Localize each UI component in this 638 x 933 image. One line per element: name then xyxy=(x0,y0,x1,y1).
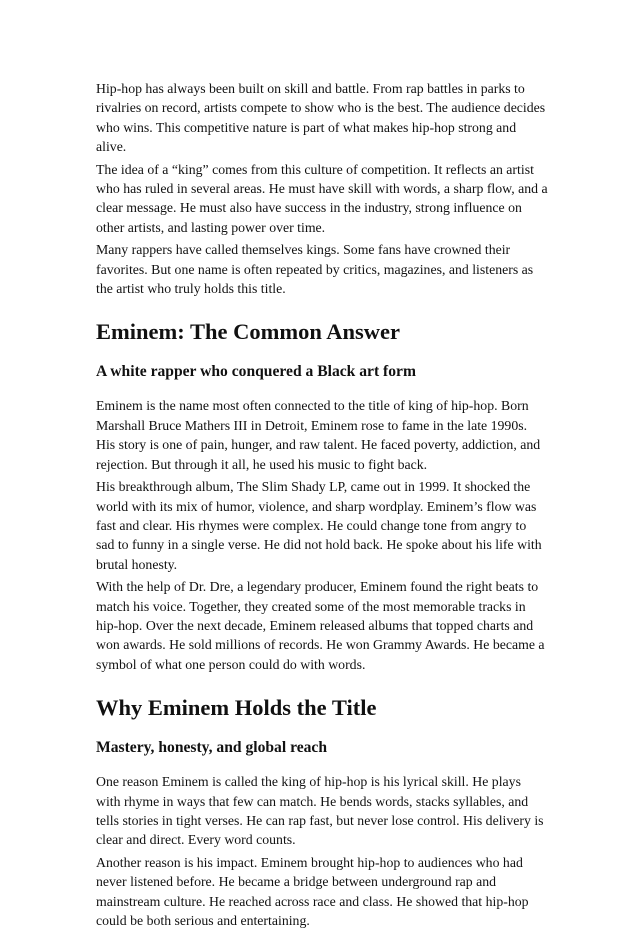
subheading-white-rapper: A white rapper who conquered a Black art form xyxy=(96,363,416,381)
section2-paragraph-2: Another reason is his impact. Eminem brought hip-hop to audiences who had never listened before. He became a bridge between underground rap and mainstream culture. He reached across race and class. He showed that hip-hop could be both serious and entertaining. xyxy=(96,854,529,928)
document-page xyxy=(96,79,548,933)
section1-paragraph-1: Eminem is the name most often connected to the title of king of hip-hop. Born Marshall Bruce Mathers III in Detroit, Eminem rose to fame in the late 1990s. His story is one of pain, hunger, and raw talent. He faced poverty, addiction, and rejection. But through it all, he used his music to fight back. xyxy=(96,398,541,472)
subheading-mastery: Mastery, honesty, and global reach xyxy=(96,739,328,757)
section1-paragraph-2: His breakthrough album, The Slim Shady LP, came out in 1999. It shocked the world with its mix of humor, violence, and sharp wordplay. Eminem’s flow was fast and clear. His rhymes were complex. He could change tone from angry to sad to funny in a single verse. He did not hold back. He spoke about his life with brutal honesty. xyxy=(96,479,542,572)
intro-paragraph-2: The idea of a “king” comes from this culture of competition. It reflects an artist who has ruled in several areas. He must have skill with words, a sharp flow, and a clear message. He must also have success in the industry, strong influence on other artists, and lasting power over time. xyxy=(96,161,548,235)
section2-paragraph-1: One reason Eminem is called the king of hip-hop is his lyrical skill. He plays with rhyme in ways that few can match. He bends words, stacks syllables, and tells stories in tight verses. He can rap fast, but never lose control. His delivery is clear and direct. Every word counts. xyxy=(96,774,544,848)
intro-paragraph-1: Hip-hop has always been built on skill and battle. From rap battles in parks to rivalries on record, artists compete to show who is the best. The audience decides who wins. This competitive nature is part of what makes hip-hop strong and alive. xyxy=(96,81,546,155)
section-heading-why-eminem: Why Eminem Holds the Title xyxy=(96,695,377,721)
intro-paragraph-3: Many rappers have called themselves kings. Some fans have crowned their favorites. But one name is often repeated by critics, magazines, and listeners as the artist who truly holds this title. xyxy=(96,242,534,297)
section-heading-eminem-common-answer: Eminem: The Common Answer xyxy=(96,319,400,345)
section1-paragraph-3: With the help of Dr. Dre, a legendary producer, Eminem found the right beats to match his voice. Together, they created some of the most memorable tracks in hip-hop. Over the next decade, Eminem released albums that topped charts and won awards. He sold millions of records. He won Grammy Awards. He became a symbol of what one person could do with words. xyxy=(96,579,545,672)
